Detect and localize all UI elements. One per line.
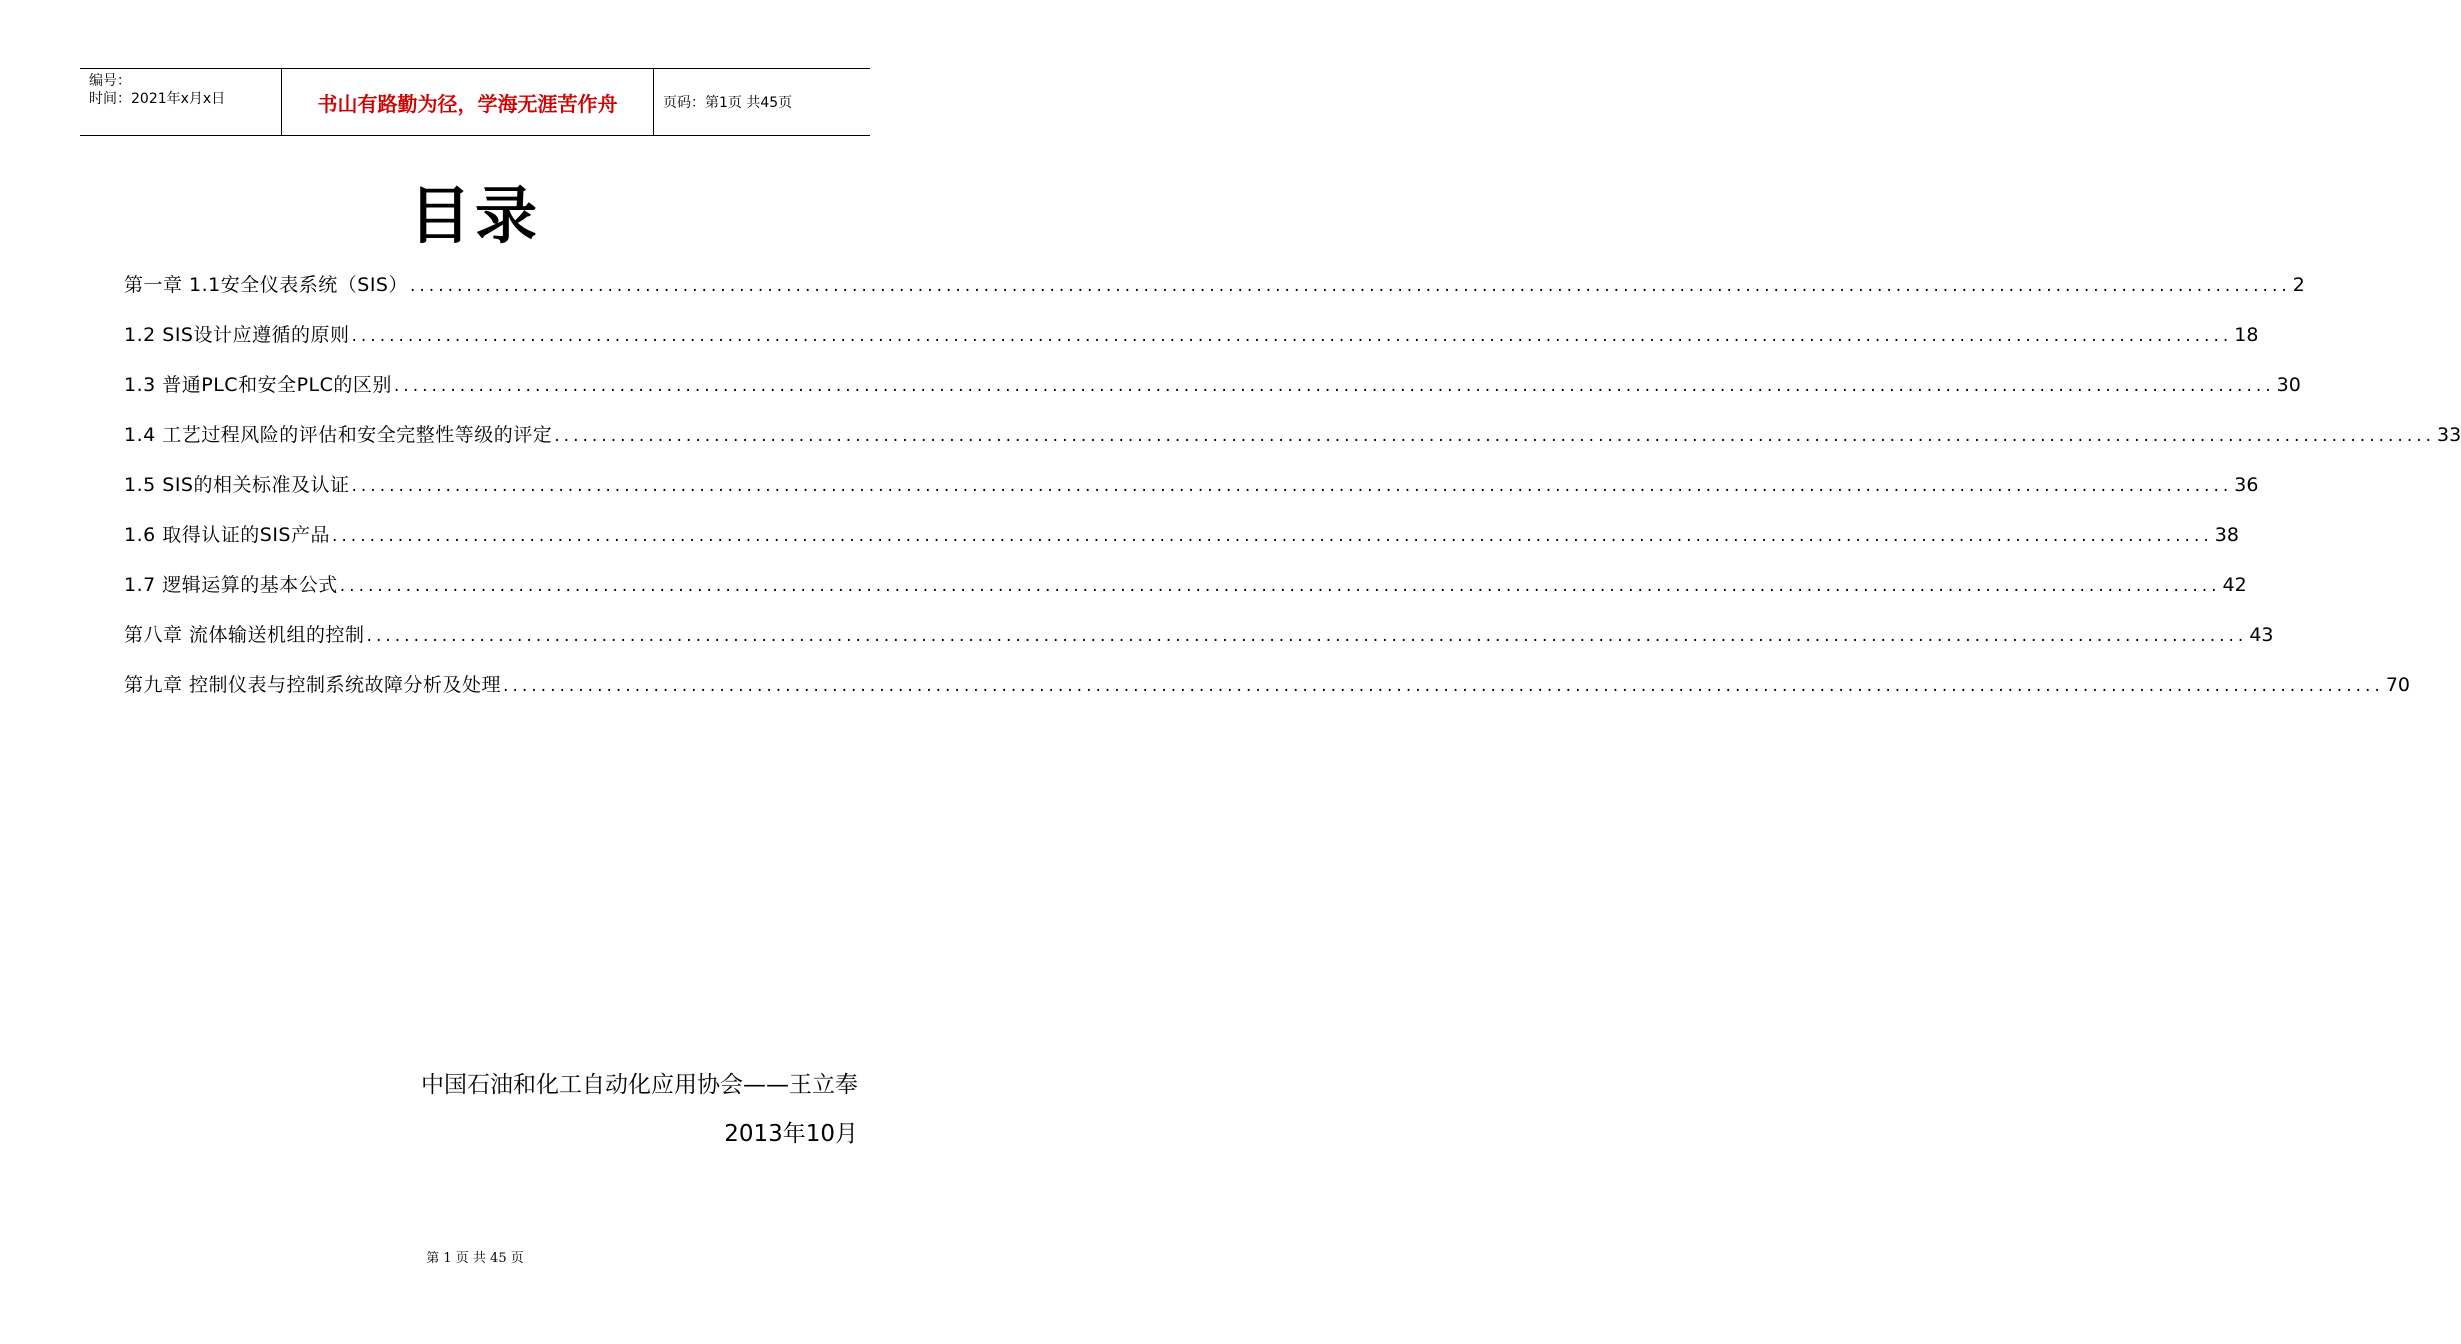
toc-entry[interactable] [124,620,2274,670]
toc-entry-page: 30 [2276,374,2301,396]
toc-entry-title: 1.4 工艺过程风险的评估和安全完整性等级的评定 [124,424,553,446]
toc-leader: ........................................................................................................................................................................................................ [331,526,2213,546]
toc-entry-title: 1.2 SIS设计应遵循的原则 [124,324,350,346]
publish-date: 2013年10月 [724,1121,858,1147]
toc-entry[interactable] [124,670,2410,720]
toc-leader: ........................................................................................................................................................................................................ [351,476,2233,496]
page-header [80,68,870,136]
toc-entry-page: 70 [2385,674,2410,696]
toc-entry-title: 第九章 控制仪表与控制系统故障分析及处理 [124,674,502,696]
toc-leader: ........................................................................................................................................................................................................ [409,276,2291,296]
header-page-code: 页码：第1页 共45页 [663,95,793,111]
toc-entry-title: 1.7 逻辑运算的基本公式 [124,574,338,596]
toc-leader: ........................................................................................................................................................................................................ [393,376,2275,396]
toc-entry[interactable] [124,270,2305,320]
page-title: 目录 [408,179,541,252]
toc-entry-page: 38 [2214,524,2239,546]
table-of-contents [124,270,2461,720]
toc-entry-page: 33 [2437,424,2461,446]
toc-entry[interactable] [124,570,2247,620]
toc-leader: ........................................................................................................................................................................................................ [351,326,2233,346]
toc-entry-title: 1.3 普通PLC和安全PLC的区别 [124,374,392,396]
toc-entry[interactable] [124,420,2461,470]
toc-entry-title: 1.6 取得认证的SIS产品 [124,524,330,546]
toc-leader: ........................................................................................................................................................................................................ [503,676,2384,696]
toc-entry-title: 第八章 流体输送机组的控制 [124,624,365,646]
toc-entry-page: 43 [2249,624,2274,646]
toc-entry[interactable] [124,470,2259,520]
toc-entry-page: 36 [2234,474,2259,496]
toc-leader: ........................................................................................................................................................................................................ [339,576,2221,596]
toc-entry[interactable] [124,370,2301,420]
toc-entry-page: 42 [2222,574,2247,596]
time-label: 时间：2021年x月x日 [89,91,226,107]
toc-entry-page: 2 [2292,274,2305,296]
header-meta [80,69,281,135]
number-label: 编号： [89,73,131,89]
toc-leader: ........................................................................................................................................................................................................ [554,426,2436,446]
toc-leader: ........................................................................................................................................................................................................ [366,626,2248,646]
toc-entry[interactable] [124,320,2259,370]
toc-entry-title: 1.5 SIS的相关标准及认证 [124,474,350,496]
page-footer: 第 1 页 共 45 页 [426,1251,524,1266]
author-line: 中国石油和化工自动化应用协会——王立奉 [421,1072,858,1098]
toc-entry-page: 18 [2234,324,2259,346]
toc-entry-title: 第一章 1.1安全仪表系统（SIS） [124,274,408,296]
header-motto: 书山有路勤为径，学海无涯苦作舟 [281,69,654,135]
toc-entry[interactable] [124,520,2239,570]
